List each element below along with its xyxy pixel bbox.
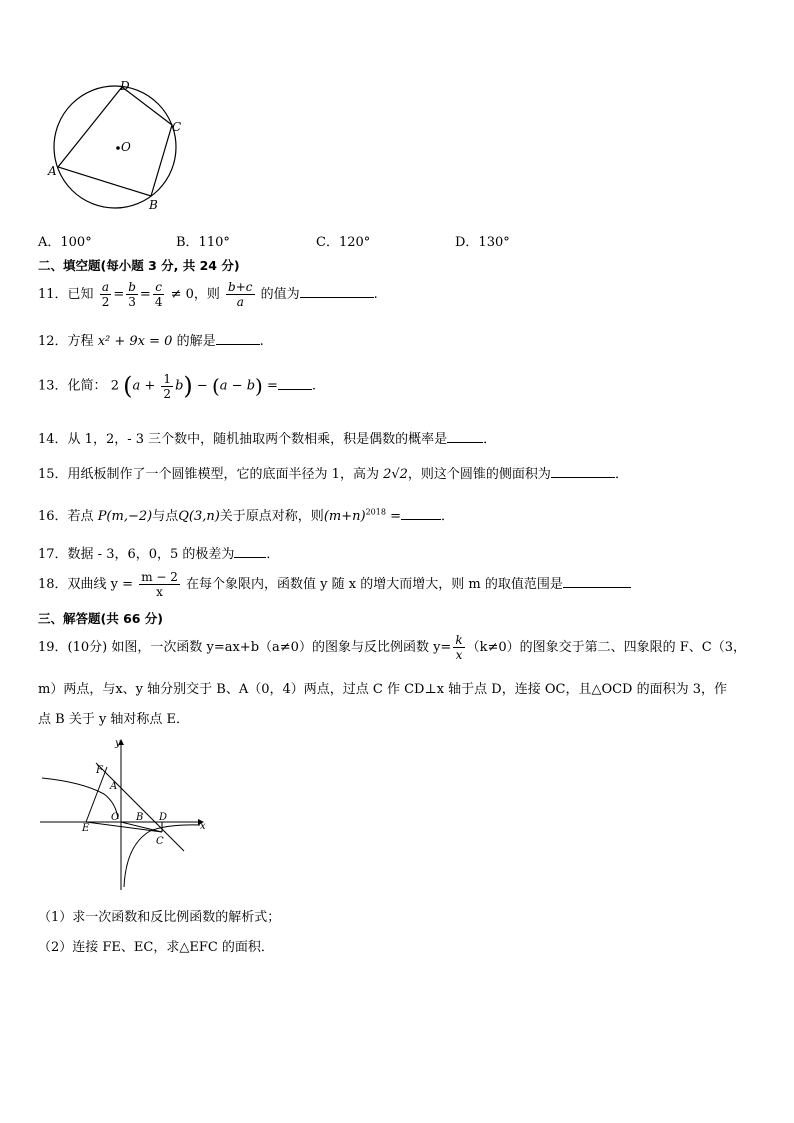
segment-ec	[86, 822, 162, 832]
q19-line1b: （k≠0）的图象交于第二、四象限的 F、C（3，	[466, 640, 747, 655]
label-b: B	[136, 812, 144, 823]
answer-blank	[216, 334, 260, 345]
label-f: F	[96, 765, 103, 776]
frac-den: 2	[163, 386, 172, 401]
question-14	[38, 428, 496, 447]
q16-mid2: 关于原点对称，则	[219, 509, 324, 524]
question-19-line2: m）两点，与x、y 轴分别交于 B、A（0，4）两点，过点 C 作 CD⊥x 轴于点 D，连接 OC，且△OCD 的面积为 3，作	[38, 682, 728, 697]
label-o: O	[111, 812, 120, 823]
q16-prefix: 16．若点	[38, 509, 94, 524]
label-o: O	[121, 140, 131, 154]
label-b: B	[149, 198, 158, 210]
q14-text: 14．从 1，2，- 3 三个数中，随机抽取两个数相乘，积是偶数的概率是	[38, 432, 448, 447]
q12-prefix: 12．方程	[38, 334, 94, 349]
q15-suffix: ，则这个圆锥的侧面积为	[407, 467, 551, 482]
frac-num: 1	[163, 371, 172, 386]
question-12	[38, 330, 264, 349]
q18-prefix: 18．双曲线 y =	[38, 577, 134, 592]
section-2-heading: 二、填空题(每小题 3 分, 共 24 分)	[38, 258, 240, 273]
period: .	[311, 378, 317, 394]
frac-num: m − 2	[141, 570, 178, 584]
frac-num: b	[128, 280, 136, 294]
label-e: E	[82, 823, 90, 834]
paren-open: (	[123, 372, 133, 400]
frac-den: x	[455, 648, 463, 662]
q16-mid: 与点	[152, 509, 179, 524]
answer-blank	[447, 432, 483, 443]
frac-num: k	[455, 633, 463, 647]
q15-text: 15．用纸板制作了一个圆锥模型，它的底面半径为 1，高为	[38, 467, 379, 482]
point-p: P(m,−2)	[97, 509, 153, 524]
frac-num: b+c	[228, 280, 253, 294]
period: ．	[614, 467, 628, 482]
answer-blank	[401, 509, 441, 520]
question-13: 13．化简： 2 (a + $\frac{1}{2}$ b) − (a − b) = .	[38, 371, 317, 401]
option-d: D．130°	[455, 235, 510, 250]
answer-blank	[300, 287, 374, 298]
vec-a: a	[132, 378, 141, 394]
function-graph-figure	[38, 735, 213, 895]
option-b: B．110°	[176, 235, 230, 250]
vec-b: b	[246, 378, 256, 394]
q18-suffix: 在每个象限内，函数值 y 随 x 的增大而增大，则 m 的取值范围是	[186, 577, 563, 592]
q17-text: 17．数据 - 3，6，0，5 的极差为	[38, 547, 235, 562]
frac-a-2	[100, 280, 112, 309]
answer-blank	[278, 379, 312, 390]
q16-exponent: 2018	[365, 507, 386, 517]
q12-suffix: 的解是	[176, 334, 216, 349]
q12-equation: x² + 9x = 0	[97, 334, 173, 349]
section-3-heading: 三、解答题(共 66 分)	[38, 611, 164, 626]
label-c: C	[156, 836, 164, 847]
frac-b-3	[126, 280, 138, 309]
q11-prefix: 11．已知	[38, 287, 94, 302]
frac-den: 2	[101, 295, 110, 309]
paren-close: )	[183, 372, 193, 400]
option-c: C．120°	[316, 235, 371, 250]
period: .	[259, 334, 264, 349]
question-19-line1	[38, 632, 746, 664]
frac-den: a	[236, 295, 244, 309]
label-a: A	[110, 781, 118, 792]
inscribed-quadrilateral-figure	[40, 75, 200, 210]
label-y: y	[115, 738, 121, 749]
period: ．	[440, 509, 454, 524]
answer-blank	[234, 547, 266, 558]
frac-den: x	[156, 585, 163, 599]
period: ．	[483, 432, 497, 447]
question-16	[38, 505, 454, 524]
label-d: D	[120, 79, 130, 93]
q19-line1a: 19．(10分) 如图，一次函数 y=ax+b（a≠0）的图象与反比例函数 y=	[38, 640, 452, 655]
quadrilateral-abcd	[58, 87, 172, 196]
frac-m2-x	[139, 570, 180, 599]
hyperbola-branch-4	[124, 825, 200, 887]
label-c: C	[172, 120, 182, 134]
frac-num: a	[100, 280, 112, 295]
paren-open: (	[211, 374, 220, 398]
frac-den: 4	[154, 295, 163, 309]
label-d: D	[159, 812, 168, 823]
frac-c-4	[153, 280, 165, 309]
vec-a: a	[219, 378, 228, 394]
frac-bc-a	[226, 280, 254, 309]
circle	[54, 86, 176, 208]
answer-blank	[551, 467, 615, 478]
question-19-sub1: （1）求一次函数和反比例函数的解析式；	[38, 910, 281, 925]
paren-close: )	[255, 374, 263, 398]
vec-b: b	[175, 378, 184, 394]
q11-ne0: ≠ 0，则	[170, 287, 220, 302]
center-point	[116, 146, 120, 150]
label-a: A	[48, 164, 57, 178]
label-x: x	[200, 821, 206, 832]
q13-prefix: 13．化简：	[38, 378, 107, 394]
frac-half	[161, 372, 173, 401]
frac-den: 3	[128, 295, 136, 309]
option-a: A．100°	[38, 235, 92, 250]
minus: −	[196, 378, 208, 394]
line-ax-b	[96, 763, 184, 851]
question-19-sub2: （2）连接 FE、EC，求△EFC 的面积．	[38, 940, 274, 955]
frac-k-x	[453, 633, 464, 662]
q16-expr: (m+n)	[323, 509, 366, 524]
equals: =	[390, 509, 401, 524]
question-11	[38, 279, 378, 311]
coef-2: 2	[110, 378, 119, 394]
frac-num: c	[153, 280, 165, 295]
period: ．	[266, 547, 280, 562]
equals: =	[113, 287, 125, 302]
period: .	[373, 287, 378, 302]
q11-suffix: 的值为	[260, 287, 300, 302]
hyperbola-branch-2	[42, 778, 118, 819]
equals: =	[266, 378, 278, 394]
question-17	[38, 543, 279, 562]
q15-root: 2√2	[383, 467, 408, 482]
answer-blank	[563, 577, 631, 588]
equals: =	[139, 287, 151, 302]
question-18	[38, 568, 631, 602]
question-19-line3: 点 B 关于 y 轴对称点 E．	[38, 712, 190, 727]
point-q: Q(3,n)	[178, 509, 220, 524]
question-15	[38, 463, 628, 482]
